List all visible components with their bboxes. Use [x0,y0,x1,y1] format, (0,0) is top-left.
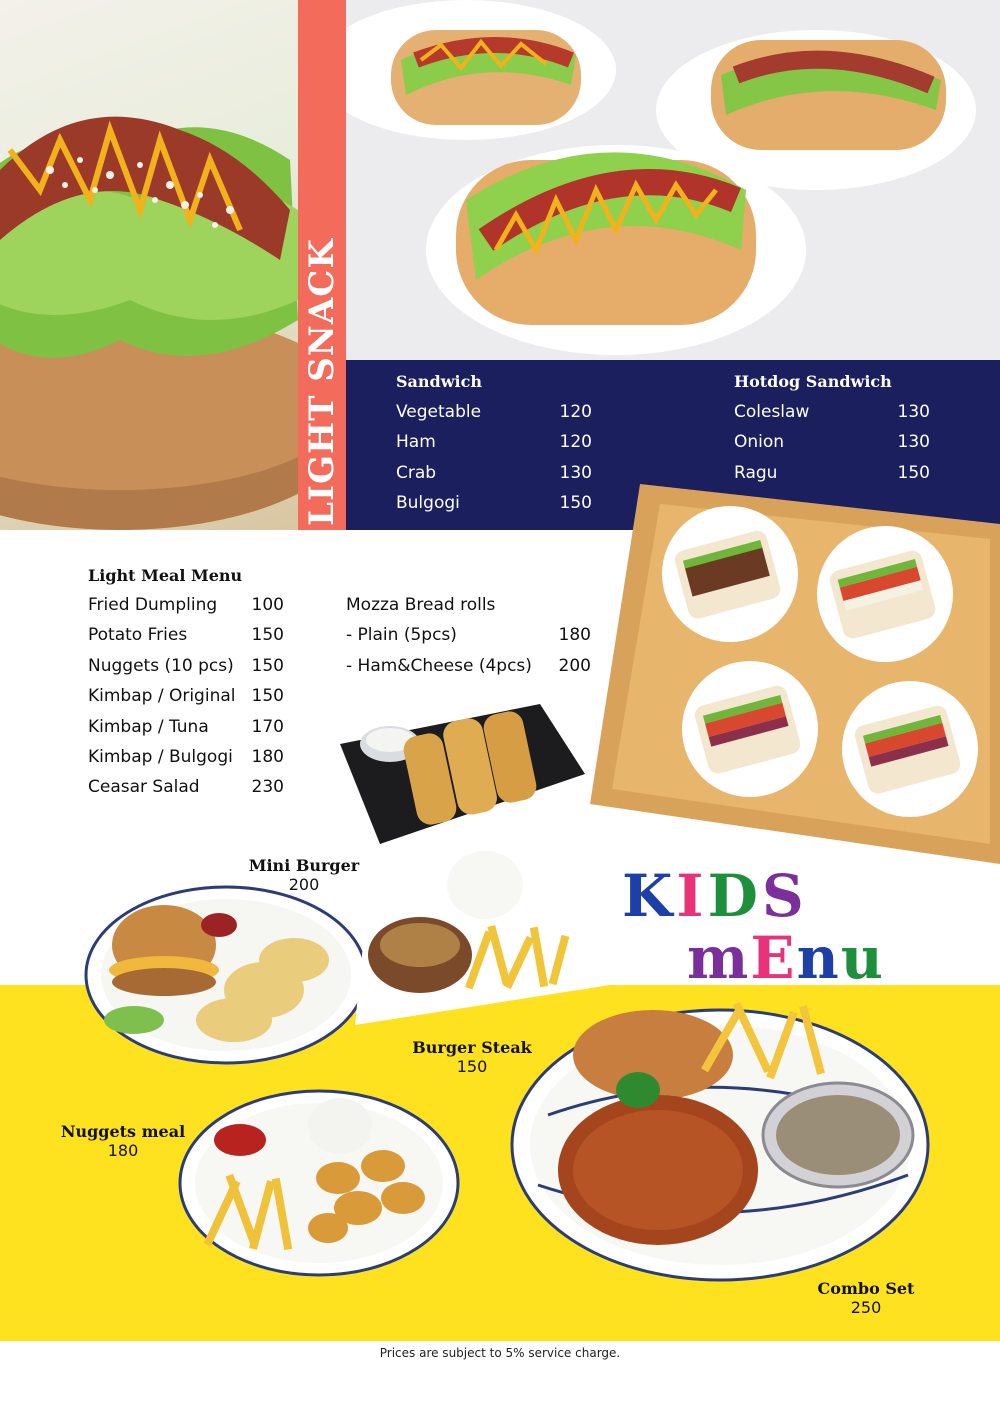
kids-letter: S [761,862,808,930]
combo-set-label [810,1279,922,1317]
menu-item-price: 180 [558,625,591,646]
light-meal-heading: Light Meal Menu [88,566,243,585]
kids-item-price: 200 [288,875,320,894]
menu-item [396,488,592,518]
menu-item-price: 130 [559,462,592,483]
menu-item-price: 100 [251,595,284,615]
svg-text:mEnu: mEnu [687,924,885,990]
menu-item-name: - Plain (5pcs) [346,625,457,646]
kids-item-price: 180 [107,1141,139,1160]
svg-text:KIDS [622,862,808,930]
nuggets-meal-illustration [178,1088,460,1278]
mini-burger-illustration [84,880,369,1065]
section-title-light-snack [298,0,346,530]
kids-item-price: 150 [456,1057,488,1076]
hotdog-heading: Hotdog Sandwich [734,372,892,391]
hotdog-plates-illustration [346,0,1000,360]
hotdog-plates-photo [346,0,1000,360]
menu-item [396,427,592,457]
menu-item-name: Kimbap / Original [88,686,236,707]
nuggets-meal-photo [178,1088,460,1278]
menu-item-name: Potato Fries [88,625,188,646]
menu-item-price: 230 [251,777,284,798]
menu-item [88,651,284,681]
menu-item [396,397,592,427]
menu-item-name: Kimbap / Bulgogi [88,746,233,767]
combo-set-illustration [508,995,933,1283]
menu-item [88,742,284,772]
nuggets-meal-label [56,1122,190,1160]
menu-item [734,397,930,427]
hotdog-sandwich-menu [734,370,930,488]
menu-item-name: Onion [734,432,785,453]
sandwich-menu [396,370,592,519]
menu-item [88,772,284,802]
kids-letter: K [622,862,677,930]
menu-item-price: 150 [897,462,930,483]
menu-item-name: Crab [396,462,437,483]
menu-item-price: 150 [251,655,284,676]
menu-item-name: Fried Dumpling [88,595,218,615]
menu-item [734,427,930,457]
sandwich-heading: Sandwich [396,372,482,391]
kids-item-name: Nuggets meal [60,1122,186,1141]
menu-item-price: 130 [897,402,930,422]
mini-burger-photo [84,880,369,1065]
menu-item-name: Ceasar Salad [88,777,200,798]
menu-item-price: 150 [251,625,284,646]
sandwich-tray-photo [590,484,1000,864]
kids-menu-logo [622,860,922,990]
menu-item-name: Bulgogi [396,493,460,514]
menu-item-price: 170 [251,716,284,737]
menu-item [88,681,284,711]
menu-item-name: Vegetable [396,402,482,422]
menu-item-price: 120 [559,402,592,422]
menu-item-name: Coleslaw [734,402,810,422]
menu-item [396,458,592,488]
bread-rolls-illustration [340,704,585,844]
kids-item-price: 250 [850,1298,882,1317]
kids-item-name: Mini Burger [248,856,360,875]
bread-rolls-heading [346,590,591,620]
menu-item-price: 130 [897,432,930,453]
menu-item-name: - Ham&Cheese (4pcs) [346,655,532,676]
kids-item-name: Combo Set [817,1279,915,1298]
kids-letter: D [707,862,762,930]
bread-rolls-heading-text: Mozza Bread rolls [346,595,496,615]
hotdog-closeup-illustration [0,0,298,530]
menu-item-price: 120 [559,432,592,453]
menu-item [88,712,284,742]
side-title-text: LIGHT SNACK [302,238,343,526]
menu-item [346,651,591,681]
bread-rolls-photo [340,704,585,844]
menu-item-name: Ham [396,432,436,453]
kids-item-name: Burger Steak [412,1038,532,1057]
kids-menu-title [622,860,922,990]
sandwich-tray-illustration [590,484,1000,864]
combo-set-photo [508,995,933,1283]
menu-item [346,620,591,650]
menu-item [88,590,284,620]
menu-item-name: Nuggets (10 pcs) [88,655,234,676]
menu-item-price: 150 [559,493,592,514]
hotdog-closeup-photo [0,0,298,530]
menu-item-name: Kimbap / Tuna [88,716,209,737]
light-meal-menu [88,564,284,803]
menu-item-name: Ragu [734,462,778,483]
service-charge-note: Prices are subject to 5% service charge. [379,1346,621,1360]
menu-item-price: 180 [251,746,284,767]
menu-item-price: 150 [251,686,284,707]
menu-item [88,620,284,650]
menu-item-price: 200 [558,655,591,676]
kids-letter: I [676,862,708,930]
bread-rolls-menu [346,590,591,681]
